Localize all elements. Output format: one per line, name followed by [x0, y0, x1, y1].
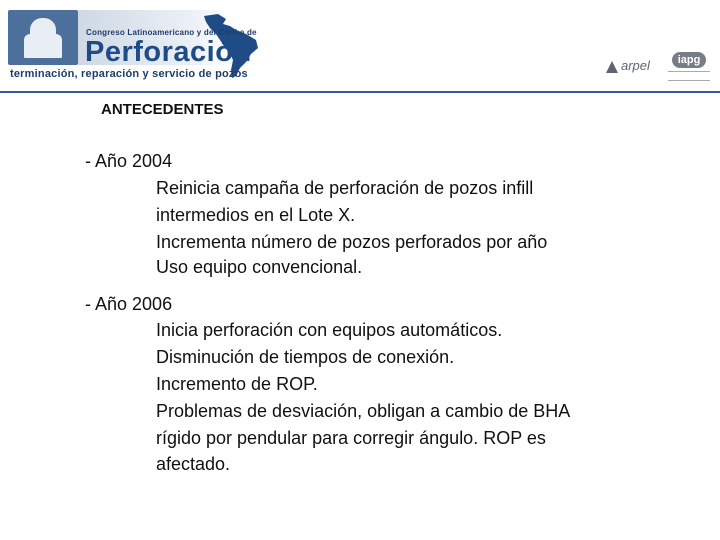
arpel-logo-text: arpel — [621, 58, 650, 73]
bullet-line: Uso equipo convencional. — [156, 257, 363, 277]
bullet-line: Incrementa número de pozos perforados por año — [156, 232, 548, 252]
bullet-line: Disminución de tiempos de conexión. — [156, 347, 455, 367]
header-divider — [0, 91, 720, 93]
bullet-line: rígido por pendular para corregir ángulo. ROP es — [156, 428, 546, 448]
logo-subtitle: terminación, reparación y servicio de pozos — [10, 68, 248, 80]
building-logo-icon — [8, 10, 78, 65]
congress-logo — [8, 10, 260, 82]
iapg-tagline-lines — [668, 71, 710, 81]
logo-title: Perforación — [85, 36, 252, 68]
iapg-logo-text: iapg — [672, 52, 706, 68]
bullet-line: afectado. — [156, 454, 231, 474]
arpel-logo — [605, 55, 663, 77]
logo-congreso-text: Congreso Latinoamericano y del Caribe de — [86, 28, 257, 37]
year-2004-heading: - Año 2004 — [85, 151, 173, 171]
arpel-mark-icon — [605, 60, 619, 74]
slide-title: ANTECEDENTES — [101, 101, 224, 118]
bullet-line: Inicia perforación con equipos automáticos. — [156, 320, 503, 340]
year-2006-heading: - Año 2006 — [85, 294, 173, 314]
bullet-line: Problemas de desviación, obligan a cambio de BHA — [156, 401, 571, 421]
bullet-line: Incremento de ROP. — [156, 374, 318, 394]
iapg-logo — [668, 52, 710, 80]
slide-header — [0, 0, 720, 92]
bullet-line: intermedios en el Lote X. — [156, 205, 356, 225]
bullet-line: Reinicia campaña de perforación de pozos infill — [156, 178, 534, 198]
